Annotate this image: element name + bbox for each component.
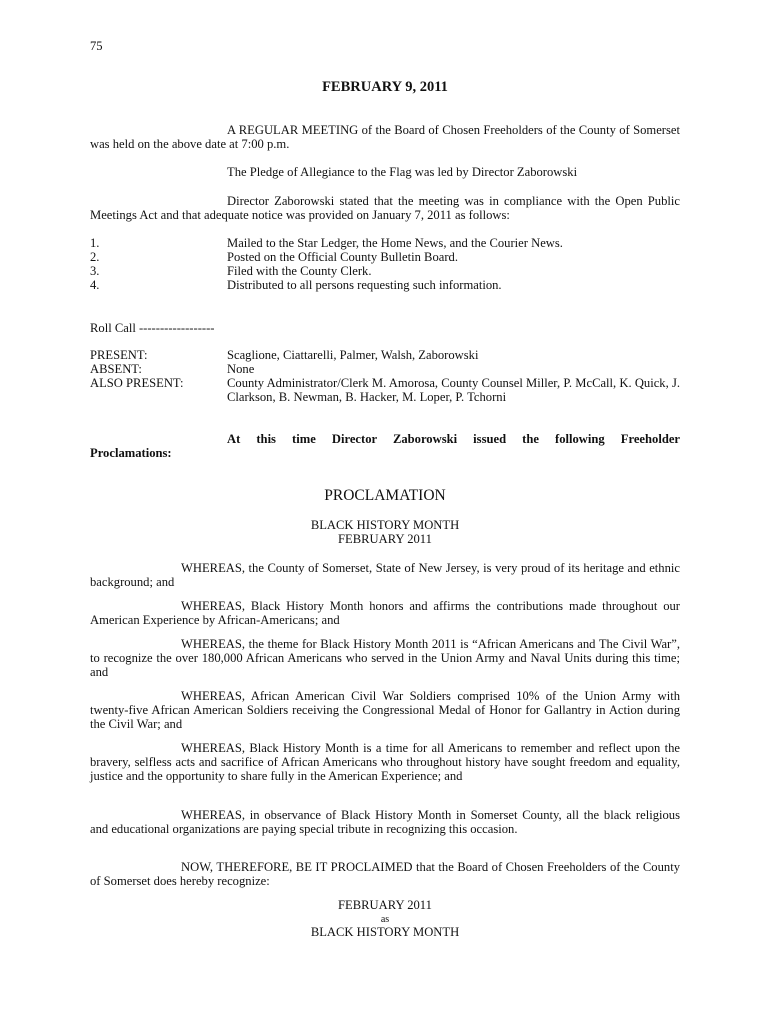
absent-row (90, 362, 680, 376)
present-row (90, 348, 680, 362)
also-present-label: ALSO PRESENT: (90, 376, 184, 390)
proclamation-title: PROCLAMATION (324, 487, 446, 504)
list-item (90, 278, 680, 292)
pledge-paragraph: The Pledge of Allegiance to the Flag was led by Director Zaborowski (227, 165, 578, 179)
also-present-value: County Administrator/Clerk M. Amorosa, County Counsel Miller, P. McCall, K. Quick, J. Clarkson, B. Newman, B. Hacker, M. Loper, P. Tchorni (227, 376, 680, 404)
present-label: PRESENT: (90, 348, 148, 362)
whereas-paragraph: WHEREAS, African American Civil War Soldiers comprised 10% of the Union Army with twenty-five African American Soldiers receiving the Congressional Medal of Honor for Gallantry in Action during the Civil War; and (90, 689, 680, 731)
list-text: Distributed to all persons requesting such information. (227, 278, 502, 292)
whereas-paragraph: WHEREAS, in observance of Black History Month in Somerset County, all the black religious and educational organizations are paying special tribute in recognizing this occasion. (90, 808, 680, 836)
closing-date: FEBRUARY 2011 (338, 898, 432, 912)
whereas-paragraph: WHEREAS, Black History Month is a time for all Americans to remember and reflect upon the bravery, selfless acts and sacrifice of African Americans who throughout history have sought freedom and equality, justice and the opportunity to share fully in the American Experience; and (90, 741, 680, 783)
list-item (90, 236, 680, 250)
list-number: 3. (90, 264, 100, 278)
also-present-row (90, 376, 680, 418)
proclamation-subtitle: BLACK HISTORY MONTH (310, 518, 460, 532)
list-number: 4. (90, 278, 100, 292)
list-text: Mailed to the Star Ledger, the Home News, and the Courier News. (227, 236, 563, 250)
proclaimed-paragraph: NOW, THEREFORE, BE IT PROCLAIMED that the Board of Chosen Freeholders of the County of Somerset does hereby recognize: (90, 860, 680, 888)
compliance-paragraph: Director Zaborowski stated that the meeting was in compliance with the Open Public Meetings Act and that adequate notice was provided on January 7, 2011 as follows: (90, 194, 680, 222)
proclamation-date: FEBRUARY 2011 (338, 532, 432, 546)
proclamations-label: Proclamations: (90, 446, 172, 460)
absent-value: None (227, 362, 255, 376)
list-text: Posted on the Official County Bulletin Board. (227, 250, 458, 264)
list-number: 2. (90, 250, 100, 264)
whereas-paragraph: WHEREAS, the theme for Black History Month 2011 is “African Americans and The Civil War”, to recognize the over 180,000 African Americans who served in the Union Army and Naval Units during this time; and (90, 637, 680, 679)
whereas-paragraph: WHEREAS, Black History Month honors and affirms the contributions made throughout our American Experience by African-Americans; and (90, 599, 680, 627)
present-value: Scaglione, Ciattarelli, Palmer, Walsh, Zaborowski (227, 348, 479, 362)
date-heading: FEBRUARY 9, 2011 (322, 79, 448, 95)
roll-call-heading: Roll Call ------------------ (90, 321, 215, 335)
proclamations-intro: At this time Director Zaborowski issued the following Freeholder (227, 432, 680, 446)
list-item (90, 250, 680, 264)
closing-as: as (380, 914, 390, 925)
list-number: 1. (90, 236, 100, 250)
page-number: 75 (90, 39, 103, 53)
absent-label: ABSENT: (90, 362, 142, 376)
list-item (90, 264, 680, 278)
whereas-paragraph: WHEREAS, the County of Somerset, State of New Jersey, is very proud of its heritage and ethnic background; and (90, 561, 680, 589)
closing-title: BLACK HISTORY MONTH (310, 925, 460, 939)
list-text: Filed with the County Clerk. (227, 264, 372, 278)
meeting-paragraph: A REGULAR MEETING of the Board of Chosen Freeholders of the County of Somerset was held on the above date at 7:00 p.m. (90, 123, 680, 151)
